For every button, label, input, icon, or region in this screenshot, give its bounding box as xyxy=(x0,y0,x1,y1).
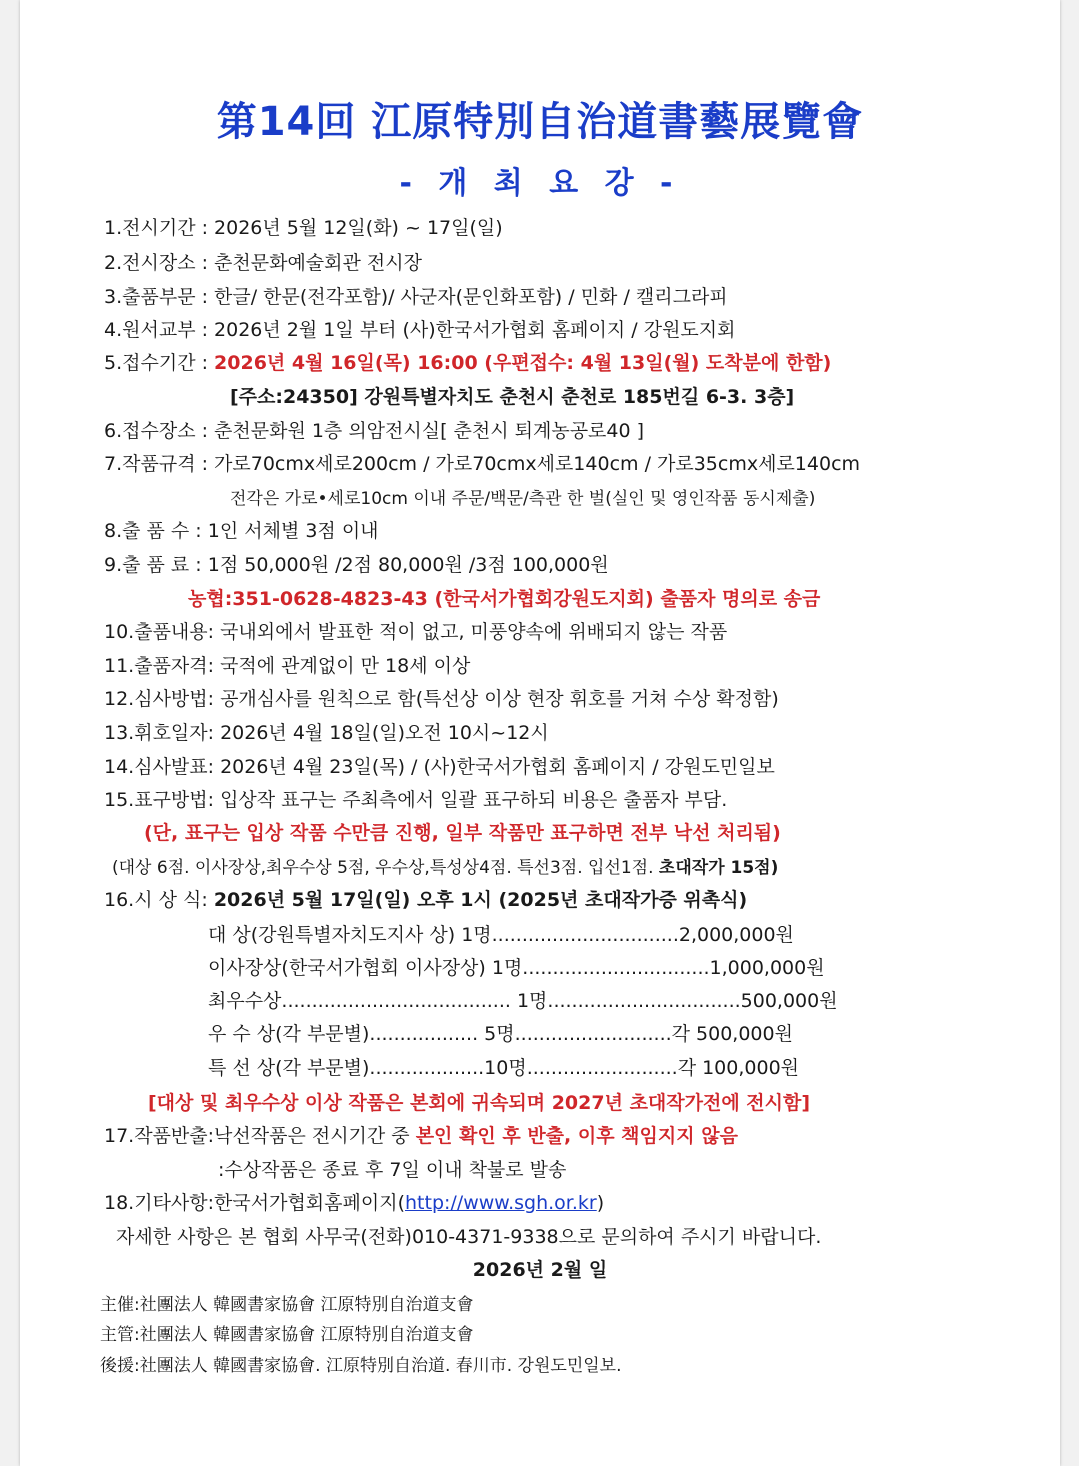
submission-address: [주소:24350] 강원특별자치도 춘천시 춘천로 185번길 6-3. 3층] xyxy=(230,386,795,408)
item-calligraphy-date: 13.휘호일자: 2026년 4월 18일(일)오전 10시~12시 xyxy=(104,722,549,744)
item-entry-count: 8.출 품 수 : 1인 서체별 3점 이내 xyxy=(104,520,379,542)
footer-organizer: 主管:社團法人 韓國書家協會 江原特別自治道支會 xyxy=(100,1325,474,1345)
work-return-label: 17.작품반출:낙선작품은 전시기간 중 xyxy=(104,1125,416,1147)
submission-period-value: 2026년 4월 16일(목) 16:00 (우편접수: 4월 13일(월) 도착분에 한함) xyxy=(214,352,832,374)
item-work-size: 7.작품규격 : 가로70cmx세로200cm / 가로70cmx세로140cm / 가로35cmx세로140cm xyxy=(104,453,861,475)
work-return-note: :수상작품은 종료 후 7일 이내 착불로 발송 xyxy=(218,1159,567,1181)
item-award-ceremony xyxy=(104,887,747,913)
item-categories: 3.출품부문 : 한글/ 한문(전각포함)/ 사군자(문인화포함) / 민화 / 캘리그라피 xyxy=(104,286,728,308)
other-close: ) xyxy=(596,1192,605,1214)
item-application-form: 4.원서교부 : 2026년 2월 1일 부터 (사)한국서가협회 홈페이지 / 강원도지회 xyxy=(104,319,736,341)
document-title: 第14回 江原特別自治道書藝展覽會 xyxy=(216,99,864,145)
submission-period-label: 5.접수기간 : xyxy=(104,352,215,374)
awards-note: [대상 및 최우수상 이상 작품은 본회에 귀속되며 2027년 초대작가전에 전시함] xyxy=(148,1092,811,1114)
item-framing-method: 15.표구방법: 입상작 표구는 주최측에서 일괄 표구하되 비용은 출품자 부담. xyxy=(104,789,728,811)
document-page xyxy=(20,0,1060,1466)
item-judging-method: 12.심사방법: 공개심사를 원칙으로 함(특선상 이상 현장 휘호를 거쳐 수상 확정함) xyxy=(104,688,779,710)
award-ceremony-label: 16.시 상 식: xyxy=(104,889,214,911)
contact-info: 자세한 사항은 본 협회 사무국(전화)010-4371-9338으로 문의하여 주시기 바랍니다. xyxy=(116,1226,822,1248)
footer-host: 主催:社團法人 韓國書家協會 江原特別自治道支會 xyxy=(100,1295,474,1315)
document-subtitle: - 개 최 요 강 - xyxy=(399,166,681,201)
item-result-announcement: 14.심사발표: 2026년 4월 23일(목) / (사)한국서가협회 홈페이지 / 강원도민일보 xyxy=(104,756,775,778)
website-link[interactable]: http://www.sgh.or.kr xyxy=(405,1192,597,1214)
award-row: 특 선 상(각 부문별)...................10명.........................각 100,000원 xyxy=(208,1057,800,1079)
framing-warning: (단, 표구는 입상 작품 수만큼 진행, 일부 작품만 표구하면 전부 낙선 처리됨) xyxy=(144,822,781,844)
framing-count-text: (대상 6점. 이사장상,최우수상 5점, 우수상,특성상4점. 특선3점. 입선1점. xyxy=(112,858,659,878)
work-return-warning: 본인 확인 후 반출, 이후 책임지지 않음 xyxy=(415,1125,738,1147)
item-submission-period xyxy=(104,350,831,376)
framing-count-invited: 초대작가 15점) xyxy=(658,858,779,878)
item-other xyxy=(104,1190,604,1216)
award-row: 이사장상(한국서가협회 이사장상) 1명...............................1,000,000원 xyxy=(208,957,825,979)
other-label: 18.기타사항:한국서가협회홈페이지( xyxy=(104,1192,405,1214)
item-submission-place: 6.접수장소 : 춘천문화원 1층 의암전시실[ 춘천시 퇴계농공로40 ] xyxy=(104,420,645,442)
award-row: 대 상(강원특별자치도지사 상) 1명...............................2,000,000원 xyxy=(208,924,794,946)
award-row: 최우수상...................................... 1명................................500,000원 xyxy=(208,990,838,1012)
item-eligibility: 11.출품자격: 국적에 관계없이 만 18세 이상 xyxy=(104,655,471,677)
footer-sponsor: 後援:社團法人 韓國書家協會. 江原特別自治道. 春川市. 강원도민일보. xyxy=(100,1356,622,1376)
item-entry-content: 10.출품내용: 국내외에서 발표한 적이 없고, 미풍양속에 위배되지 않는 작품 xyxy=(104,621,728,643)
item-work-return xyxy=(104,1123,738,1149)
item-exhibition-period: 1.전시기간 : 2026년 5월 12일(화) ~ 17일(일) xyxy=(104,217,503,239)
bank-account-info: 농협:351-0628-4823-43 (한국서가협회강원도지회) 출품자 명의로 송금 xyxy=(188,588,821,610)
item-exhibition-venue: 2.전시장소 : 춘천문화예술회관 전시장 xyxy=(104,252,422,274)
framing-count xyxy=(112,855,778,881)
document-date: 2026년 2월 일 xyxy=(472,1259,608,1281)
work-size-seal-note: 전각은 가로•세로10cm 이내 주문/백문/측관 한 벌(실인 및 영인작품 동시제출) xyxy=(230,489,816,509)
award-row: 우 수 상(각 부문별).................. 5명..........................각 500,000원 xyxy=(208,1023,793,1045)
award-ceremony-value: 2026년 5월 17일(일) 오후 1시 (2025년 초대작가증 위촉식) xyxy=(213,889,748,911)
item-entry-fee: 9.출 품 료 : 1점 50,000원 /2점 80,000원 /3점 100,000원 xyxy=(104,554,609,576)
